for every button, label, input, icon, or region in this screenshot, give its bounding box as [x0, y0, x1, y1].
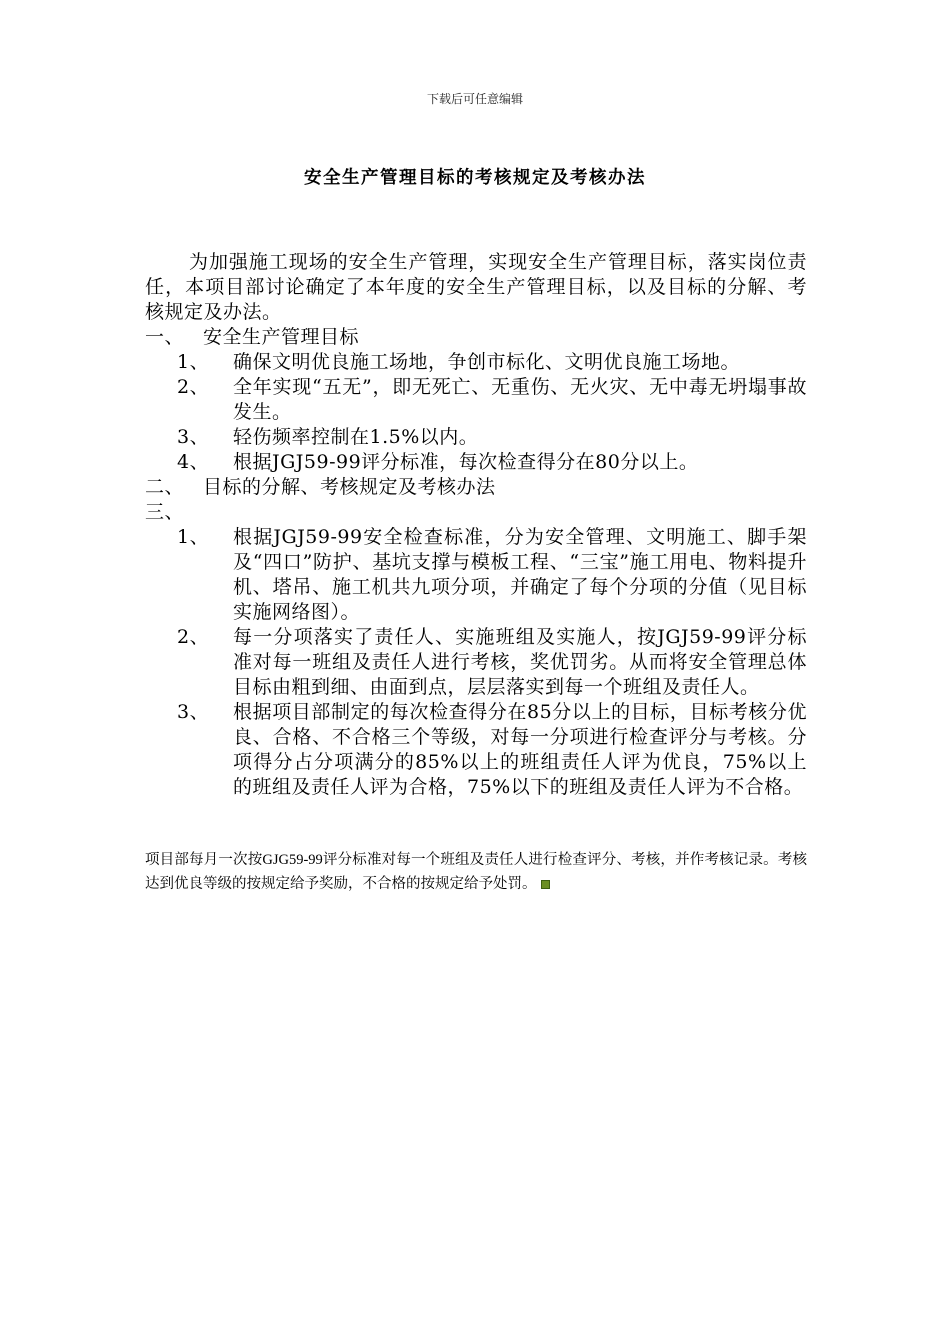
section-3-number: 三、 — [145, 501, 185, 523]
item-number: 3、 — [177, 701, 210, 723]
section-1-item — [145, 375, 807, 425]
section-1-number: 一、 — [145, 326, 185, 348]
section-2-heading — [145, 475, 807, 500]
closing-text: 项目部每月一次按GJG59-99评分标准对每一个班组及责任人进行检查评分、考核，并作考核记录。考核达到优良等级的按规定给予奖励，不合格的按规定给予处罚。 — [145, 852, 807, 892]
item-text: 全年实现“五无”，即无死亡、无重伤、无火灾、无中毒无坍塌事故发生。 — [233, 376, 807, 423]
item-number: 2、 — [177, 626, 210, 648]
section-1-item — [145, 450, 807, 475]
item-text: 每一分项落实了责任人、实施班组及实施人，按JGJ59-99评分标准对每一班组及责任人进行考核，奖优罚劣。从而将安全管理总体目标由粗到细、由面到点，层层落实到每一个班组及责任人。 — [233, 626, 807, 698]
section-1-item — [145, 350, 807, 375]
section-1-title: 安全生产管理目标 — [203, 326, 360, 348]
section-1-item — [145, 425, 807, 450]
item-number: 2、 — [177, 376, 210, 398]
section-3-item — [145, 700, 807, 800]
end-of-document-marker-icon — [541, 880, 550, 889]
closing-paragraph — [145, 848, 807, 896]
document-body — [145, 250, 807, 800]
item-number: 3、 — [177, 426, 210, 448]
document-title: 安全生产管理目标的考核规定及考核办法 — [304, 168, 646, 188]
item-text: 根据JGJ59-99安全检查标准，分为安全管理、文明施工、脚手架及“四口”防护、基坑支撑与模板工程、“三宝”施工用电、物料提升机、塔吊、施工机共九项分项，并确定了每个分项的分值（见目标实施网络图）。 — [233, 526, 807, 623]
intro-paragraph: 为加强施工现场的安全生产管理，实现安全生产管理目标，落实岗位责任，本项目部讨论确定了本年度的安全生产管理目标，以及目标的分解、考核规定及办法。 — [145, 251, 807, 323]
header-note: 下载后可任意编辑 — [426, 92, 523, 106]
item-text: 轻伤频率控制在1.5%以内。 — [233, 426, 479, 448]
section-3-item — [145, 625, 807, 700]
section-3-heading — [145, 500, 807, 525]
item-number: 1、 — [177, 526, 210, 548]
section-2-number: 二、 — [145, 476, 185, 498]
section-1-heading — [145, 325, 807, 350]
item-number: 4、 — [177, 451, 210, 473]
section-3-item — [145, 525, 807, 625]
item-text: 根据项目部制定的每次检查得分在85分以上的目标，目标考核分优良、合格、不合格三个等级，对每一分项进行检查评分与考核。分项得分占分项满分的85%以上的班组责任人评为优良，75%以上的班组及责任人评为合格，75%以下的班组及责任人评为不合格。 — [233, 701, 807, 798]
item-text: 根据JGJ59-99评分标准，每次检查得分在80分以上。 — [233, 451, 699, 473]
section-2-title: 目标的分解、考核规定及考核办法 — [203, 476, 496, 498]
item-number: 1、 — [177, 351, 210, 373]
item-text: 确保文明优良施工场地，争创市标化、文明优良施工场地。 — [233, 351, 741, 373]
